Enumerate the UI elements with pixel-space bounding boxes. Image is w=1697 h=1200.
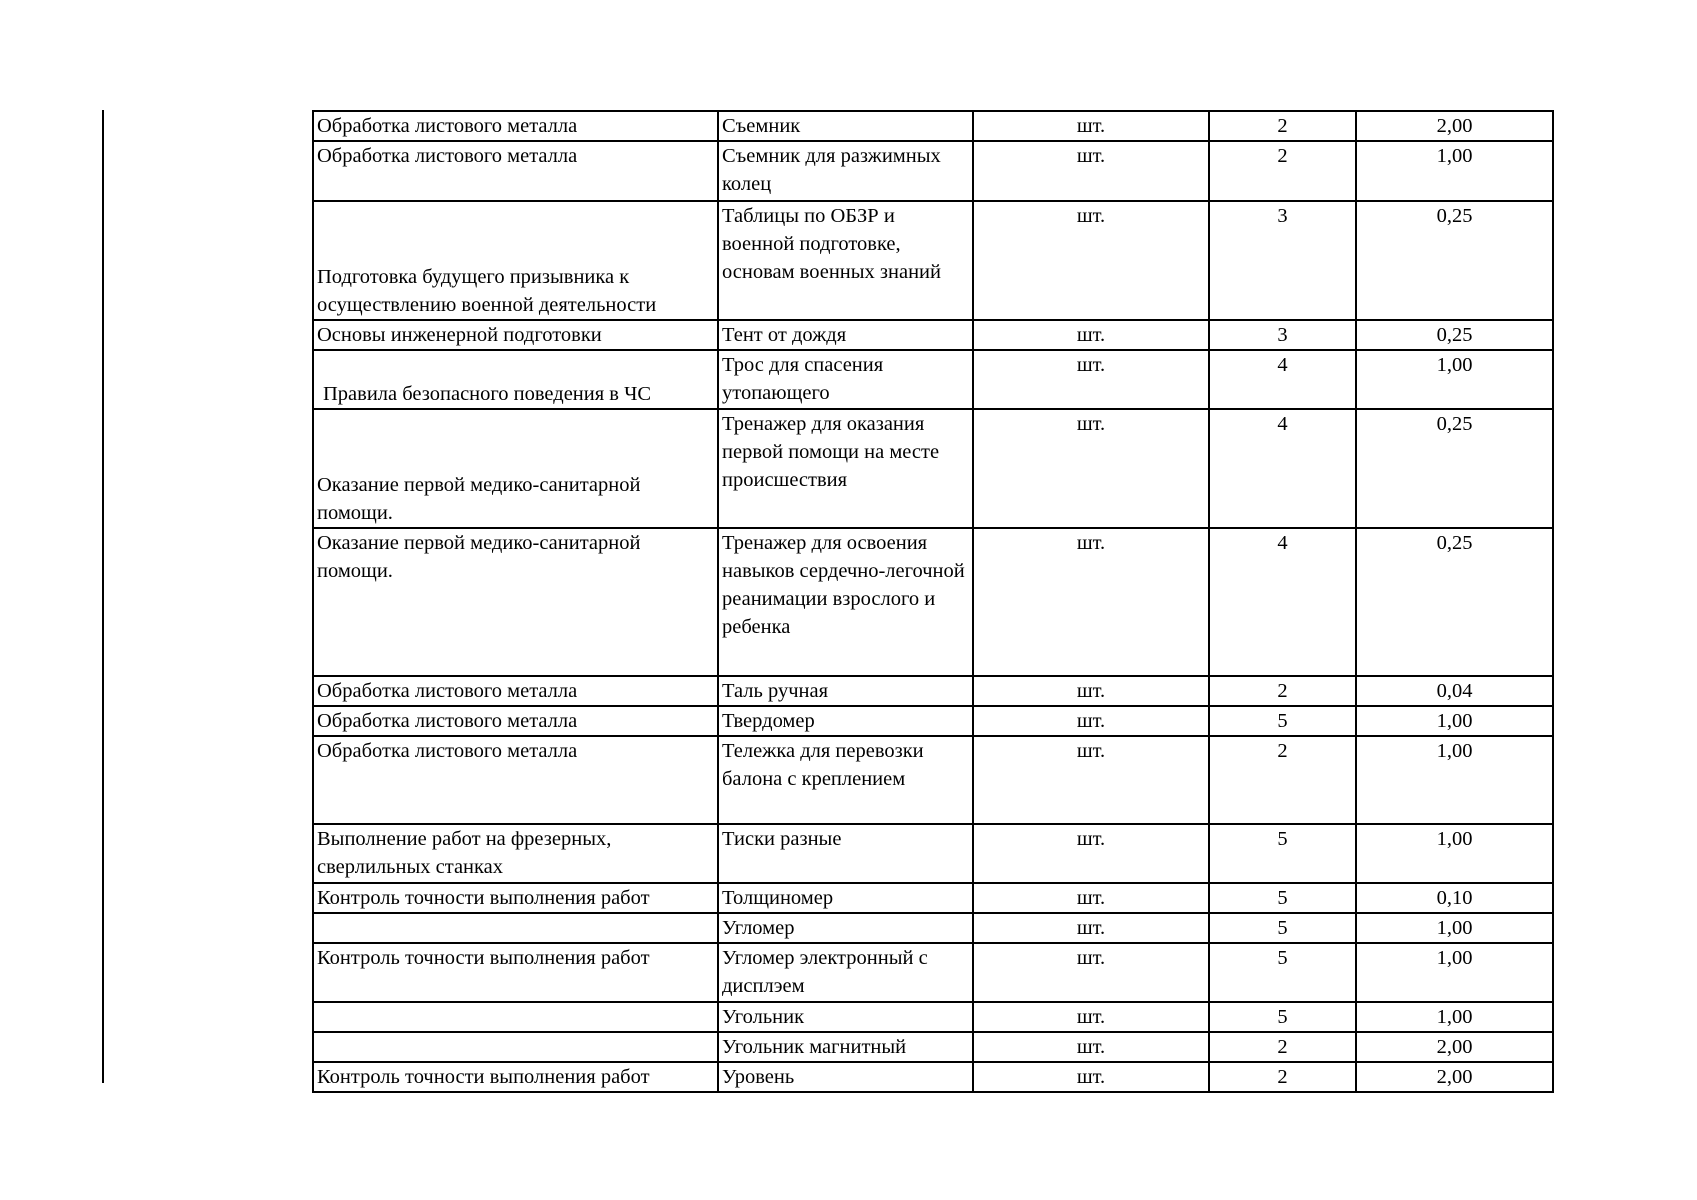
table-row [313,528,1553,676]
section-cell: Контроль точности выполнения работ [313,1062,718,1092]
table-row [313,320,1553,350]
unit-cell: шт. [973,350,1209,409]
section-cell [313,1032,718,1062]
item-cell: Толщиномер [718,883,973,913]
table-row [313,1062,1553,1092]
unit-cell: шт. [973,1002,1209,1032]
item-cell: Угольник [718,1002,973,1032]
norm-cell: 1,00 [1356,141,1553,201]
item-cell: Угольник магнитный [718,1032,973,1062]
item-cell: Съемник [718,111,973,141]
table-row [313,706,1553,736]
norm-cell: 1,00 [1356,824,1553,883]
table-row [313,943,1553,1002]
quantity-cell: 4 [1209,350,1356,409]
item-cell: Угломер [718,913,973,943]
table-row [313,201,1553,320]
norm-cell: 0,25 [1356,201,1553,320]
norm-cell: 1,00 [1356,913,1553,943]
item-cell: Тележка для перевозки балона с креплением [718,736,973,824]
unit-cell: шт. [973,1062,1209,1092]
norm-cell: 0,25 [1356,320,1553,350]
quantity-cell: 5 [1209,883,1356,913]
norm-cell: 1,00 [1356,350,1553,409]
norm-cell: 2,00 [1356,111,1553,141]
item-cell: Тент от дождя [718,320,973,350]
unit-cell: шт. [973,883,1209,913]
section-cell: Правила безопасного поведения в ЧС [313,350,718,409]
table-row [313,824,1553,883]
section-cell: Выполнение работ на фрезерных, сверлильных станках [313,824,718,883]
norm-cell: 2,00 [1356,1032,1553,1062]
table-row [313,409,1553,528]
unit-cell: шт. [973,706,1209,736]
unit-cell: шт. [973,676,1209,706]
section-cell: Обработка листового металла [313,111,718,141]
quantity-cell: 2 [1209,141,1356,201]
left-margin-line [102,110,104,1083]
norm-cell: 0,04 [1356,676,1553,706]
quantity-cell: 5 [1209,824,1356,883]
table-row [313,676,1553,706]
section-cell [313,1002,718,1032]
quantity-cell: 4 [1209,528,1356,676]
quantity-cell: 5 [1209,913,1356,943]
unit-cell: шт. [973,111,1209,141]
table-row [313,1002,1553,1032]
item-cell: Тренажер для оказания первой помощи на месте происшествия [718,409,973,528]
section-cell: Обработка листового металла [313,676,718,706]
quantity-cell: 2 [1209,111,1356,141]
section-cell: Основы инженерной подготовки [313,320,718,350]
section-cell: Обработка листового металла [313,141,718,201]
unit-cell: шт. [973,528,1209,676]
quantity-cell: 2 [1209,736,1356,824]
norm-cell: 1,00 [1356,706,1553,736]
item-cell: Угломер электронный с дисплэем [718,943,973,1002]
section-cell: Оказание первой медико-санитарной помощи. [313,528,718,676]
item-cell: Таль ручная [718,676,973,706]
unit-cell: шт. [973,201,1209,320]
table-row [313,1032,1553,1062]
section-cell: Обработка листового металла [313,706,718,736]
quantity-cell: 5 [1209,706,1356,736]
item-cell: Съемник для разжимных колец [718,141,973,201]
section-cell: Контроль точности выполнения работ [313,943,718,1002]
item-cell: Тиски разные [718,824,973,883]
table-row [313,913,1553,943]
item-cell: Трос для спасения утопающего [718,350,973,409]
table-row [313,736,1553,824]
unit-cell: шт. [973,1032,1209,1062]
item-cell: Тренажер для освоения навыков сердечно-легочной реанимации взрослого и ребенка [718,528,973,676]
section-cell: Контроль точности выполнения работ [313,883,718,913]
section-cell: Подготовка будущего призывника к осуществлению военной деятельности [313,201,718,320]
unit-cell: шт. [973,913,1209,943]
quantity-cell: 2 [1209,676,1356,706]
quantity-cell: 2 [1209,1032,1356,1062]
unit-cell: шт. [973,141,1209,201]
unit-cell: шт. [973,409,1209,528]
quantity-cell: 3 [1209,201,1356,320]
equipment-table [312,110,1554,1093]
norm-cell: 0,25 [1356,409,1553,528]
unit-cell: шт. [973,736,1209,824]
norm-cell: 1,00 [1356,1002,1553,1032]
quantity-cell: 4 [1209,409,1356,528]
table-row [313,111,1553,141]
section-cell: Обработка листового металла [313,736,718,824]
norm-cell: 2,00 [1356,1062,1553,1092]
quantity-cell: 2 [1209,1062,1356,1092]
item-cell: Твердомер [718,706,973,736]
unit-cell: шт. [973,943,1209,1002]
item-cell: Уровень [718,1062,973,1092]
unit-cell: шт. [973,824,1209,883]
norm-cell: 0,10 [1356,883,1553,913]
section-cell: Оказание первой медико-санитарной помощи. [313,409,718,528]
table-row [313,141,1553,201]
quantity-cell: 3 [1209,320,1356,350]
quantity-cell: 5 [1209,943,1356,1002]
table-row [313,883,1553,913]
norm-cell: 1,00 [1356,736,1553,824]
quantity-cell: 5 [1209,1002,1356,1032]
section-cell [313,913,718,943]
unit-cell: шт. [973,320,1209,350]
table-row [313,350,1553,409]
norm-cell: 1,00 [1356,943,1553,1002]
item-cell: Таблицы по ОБЗР и военной подготовке, основам военных знаний [718,201,973,320]
norm-cell: 0,25 [1356,528,1553,676]
